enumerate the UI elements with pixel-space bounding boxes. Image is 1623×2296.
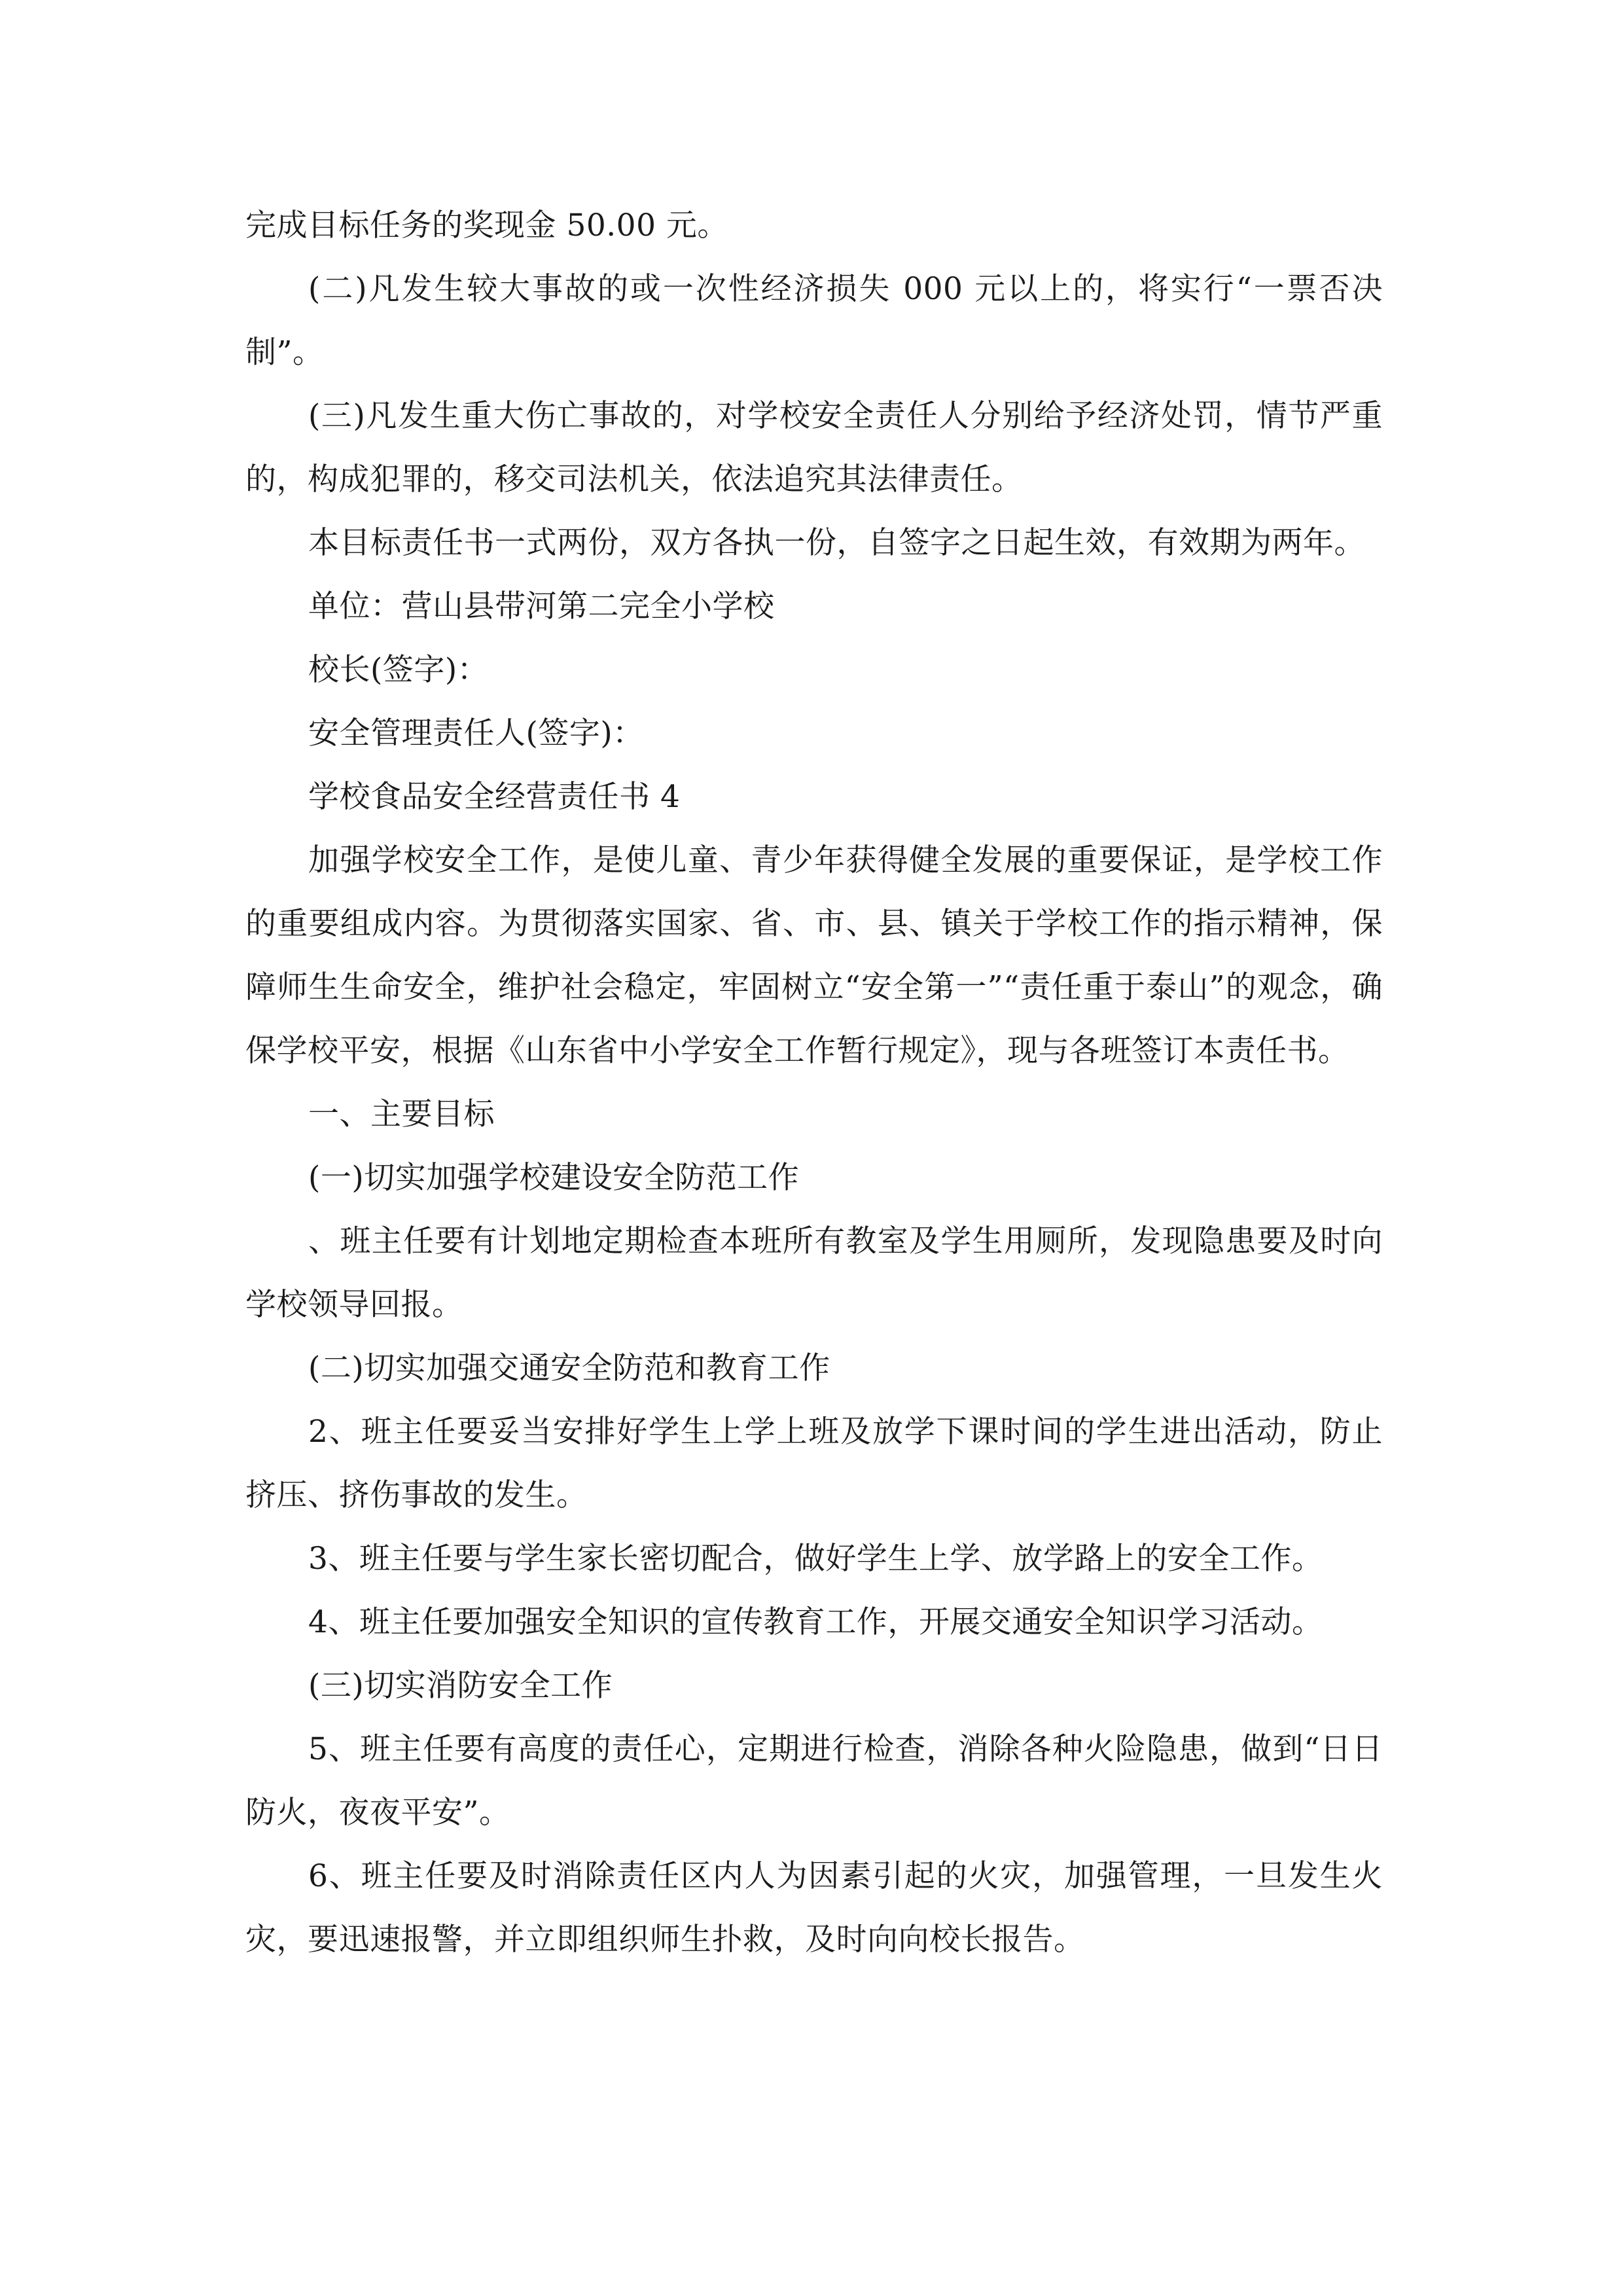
item-2: 2、班主任要妥当安排好学生上学上班及放学下课时间的学生进出活动，防止挤压、挤伤事故的发生。: [245, 1414, 1383, 1513]
paragraph-unit: 单位：营山县带河第二完全小学校: [308, 588, 775, 624]
heading-main-goals: 一、主要目标: [308, 1096, 495, 1132]
paragraph-validity: 本目标责任书一式两份，双方各执一份，自签字之日起生效，有效期为两年。: [308, 525, 1365, 561]
item-4: 4、班主任要加强安全知识的宣传教育工作，开展交通安全知识学习活动。: [308, 1604, 1323, 1640]
section-title: 学校食品安全经营责任书 4: [308, 779, 681, 815]
subheading-fire-safety: (三)切实消防安全工作: [308, 1668, 613, 1704]
paragraph-clause-2: (二)凡发生较大事故的或一次性经济损失 000 元以上的，将实行“一票否决制”。: [245, 271, 1383, 370]
paragraph-principal-signature: 校长(签字)：: [308, 652, 489, 688]
subheading-building-safety: (一)切实加强学校建设安全防范工作: [308, 1160, 800, 1196]
item-1: 、班主任要有计划地定期检查本班所有教室及学生用厕所，发现隐患要及时向学校领导回报。: [245, 1223, 1383, 1323]
document-body: [245, 194, 1383, 1971]
item-3: 3、班主任要与学生家长密切配合，做好学生上学、放学路上的安全工作。: [308, 1541, 1323, 1577]
paragraph-manager-signature: 安全管理责任人(签字)：: [308, 715, 644, 751]
item-5: 5、班主任要有高度的责任心，定期进行检查，消除各种火险隐患，做到“日日防火，夜夜平安”。: [245, 1731, 1383, 1831]
subheading-traffic-safety: (二)切实加强交通安全防范和教育工作: [308, 1350, 830, 1386]
paragraph-reward: 完成目标任务的奖现金 50.00 元。: [245, 207, 728, 243]
paragraph-intro: 加强学校安全工作，是使儿童、青少年获得健全发展的重要保证，是学校工作的重要组成内容。为贯彻落实国家、省、市、县、镇关于学校工作的指示精神，保障师生生命安全，维护社会稳定，牢固树立“安全第一”“责任重于泰山”的观念，确保学校平安，根据《山东省中小学安全工作暂行规定》，现与各班签订本责任书。: [245, 842, 1383, 1069]
paragraph-clause-3: (三)凡发生重大伤亡事故的，对学校安全责任人分别给予经济处罚，情节严重的，构成犯罪的，移交司法机关，依法追究其法律责任。: [245, 398, 1383, 497]
item-6: 6、班主任要及时消除责任区内人为因素引起的火灾，加强管理，一旦发生火灾，要迅速报警，并立即组织师生扑救，及时向向校长报告。: [245, 1858, 1383, 1958]
